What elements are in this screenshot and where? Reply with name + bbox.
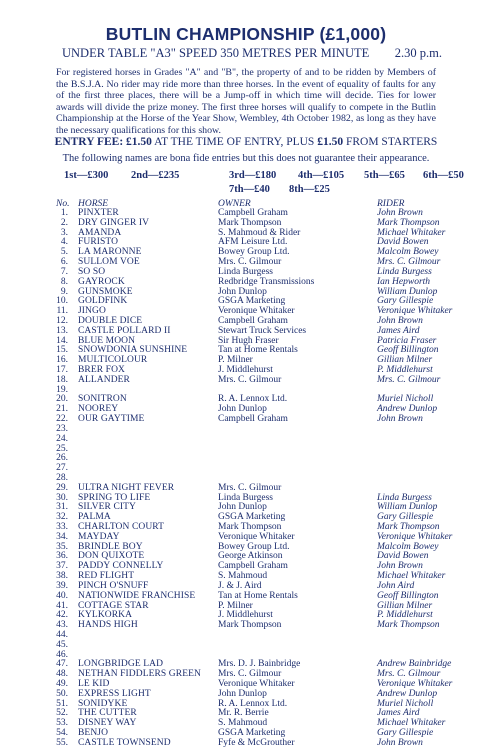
horse-name: JINGO bbox=[78, 306, 106, 317]
owner-name: S. Mahmoud bbox=[218, 718, 268, 729]
column-header-no: No. bbox=[56, 199, 70, 209]
rider-name: Veronique Whitaker bbox=[377, 306, 453, 317]
entry-number: 54. bbox=[56, 728, 68, 739]
owner-name: J. Middlehurst bbox=[218, 365, 273, 375]
owner-name: R. A. Lennox Ltd. bbox=[218, 394, 288, 405]
owner-name: Mrs. D. J. Bainbridge bbox=[218, 659, 301, 670]
entry-row bbox=[0, 621, 492, 631]
entry-number: 50. bbox=[56, 688, 68, 699]
horse-name: THE CUTTER bbox=[78, 708, 137, 719]
entry-row bbox=[0, 464, 492, 474]
owner-name: John Dunlop bbox=[218, 688, 267, 699]
entry-number: 17. bbox=[56, 365, 68, 375]
entry-row bbox=[0, 445, 492, 455]
prize-2nd: 2nd—£235 bbox=[131, 170, 180, 181]
rider-name: Mrs. C. Gilmour bbox=[377, 257, 441, 268]
entry-number: 27. bbox=[56, 463, 68, 474]
entry-number: 18. bbox=[56, 374, 68, 385]
rider-name: Muriel Nicholl bbox=[377, 394, 434, 405]
owner-name: R. A. Lennox Ltd. bbox=[218, 698, 288, 709]
owner-name: Sir Hugh Fraser bbox=[218, 335, 279, 346]
rider-name: Michael Whitaker bbox=[377, 571, 446, 582]
horse-name: LA MARONNE bbox=[78, 247, 142, 258]
entry-number: 38. bbox=[56, 571, 68, 582]
entry-number: 10. bbox=[56, 296, 68, 307]
entry-number: 21. bbox=[56, 404, 68, 415]
owner-name: Mrs. C. Gilmour bbox=[218, 482, 282, 493]
rider-name: James Aird bbox=[377, 325, 420, 336]
entry-number: 43. bbox=[56, 620, 68, 631]
rider-name: James Aird bbox=[377, 708, 420, 719]
entry-number: 37. bbox=[56, 561, 68, 572]
rider-name: Ian Hepworth bbox=[377, 276, 431, 287]
owner-name: George Atkinson bbox=[218, 551, 283, 562]
entry-number: 2. bbox=[60, 217, 68, 228]
horse-name: EXPRESS LIGHT bbox=[78, 688, 151, 699]
horse-name: BRINDLE BOY bbox=[78, 541, 143, 552]
entry-number: 35. bbox=[56, 541, 68, 552]
entry-number: 24. bbox=[56, 433, 68, 444]
entry-number: 45. bbox=[56, 639, 68, 650]
table-speed-text: UNDER TABLE "A3" SPEED 350 METRES PER MINUTE bbox=[62, 46, 370, 60]
owner-name: Campbell Graham bbox=[218, 414, 288, 425]
horse-name: PADDY CONNELLY bbox=[78, 561, 164, 572]
column-header-horse: HORSE bbox=[78, 199, 109, 209]
rider-name: Mrs. C. Gilmour bbox=[377, 669, 441, 680]
rider-name: John Aird bbox=[377, 580, 415, 591]
horse-name: COTTAGE STAR bbox=[78, 600, 149, 611]
horse-name: SONITRON bbox=[78, 394, 127, 405]
rider-name: John Brown bbox=[377, 414, 423, 425]
entry-number: 23. bbox=[56, 423, 68, 434]
entry-fee-label: ENTRY FEE: £1.50 bbox=[54, 136, 152, 148]
entry-row bbox=[0, 739, 492, 749]
horse-name: LONGBRIDGE LAD bbox=[78, 659, 164, 670]
horse-name: SO SO bbox=[78, 266, 106, 277]
owner-name: John Dunlop bbox=[218, 404, 267, 415]
entry-number: 12. bbox=[56, 315, 68, 326]
rider-name: John Brown bbox=[377, 561, 423, 572]
rider-name: P. Middlehurst bbox=[377, 610, 433, 621]
rider-name: John Brown bbox=[377, 208, 423, 218]
horse-name: SILVER CITY bbox=[78, 502, 137, 513]
rider-name: David Bowen bbox=[377, 551, 429, 562]
prize-5th: 5th—£65 bbox=[364, 170, 405, 181]
horse-name: HANDS HIGH bbox=[78, 620, 138, 631]
owner-name: GSGA Marketing bbox=[218, 296, 286, 307]
entry-row bbox=[0, 631, 492, 641]
entry-number: 13. bbox=[56, 325, 68, 336]
rider-name: David Bowen bbox=[377, 237, 429, 248]
entry-number: 5. bbox=[60, 247, 68, 258]
entry-number: 29. bbox=[56, 482, 68, 493]
owner-name: Mr. R. Berrie bbox=[218, 708, 269, 719]
horse-name: OUR GAYTIME bbox=[78, 414, 145, 425]
entry-number: 3. bbox=[60, 227, 68, 238]
rider-name: Geoff Billington bbox=[377, 345, 439, 356]
horse-name: MULTICOLOUR bbox=[78, 355, 148, 366]
owner-name: Bowey Group Ltd. bbox=[218, 541, 290, 552]
entry-number: 1. bbox=[60, 208, 68, 218]
owner-name: Linda Burgess bbox=[218, 492, 273, 503]
horse-name: BLUE MOON bbox=[78, 335, 136, 346]
horse-name: SULLOM VOE bbox=[78, 257, 140, 268]
horse-name: CASTLE POLLARD II bbox=[78, 325, 171, 336]
rider-name: P. Middlehurst bbox=[377, 365, 433, 375]
owner-name: Linda Burgess bbox=[218, 266, 273, 277]
prize-8th: 8th—£25 bbox=[289, 184, 330, 195]
rider-name: Geoff Billington bbox=[377, 590, 439, 601]
horse-name: AMANDA bbox=[78, 227, 122, 238]
owner-name: John Dunlop bbox=[218, 286, 267, 297]
horse-name: GAYROCK bbox=[78, 276, 125, 287]
entry-number: 33. bbox=[56, 522, 68, 532]
owner-name: Redbridge Transmissions bbox=[218, 276, 315, 287]
entry-number: 55. bbox=[56, 737, 68, 748]
rider-name: Mark Thompson bbox=[377, 620, 440, 631]
entry-number: 36. bbox=[56, 551, 68, 562]
starters-fee: £1.50 bbox=[317, 136, 344, 148]
horse-name: BRER FOX bbox=[78, 365, 125, 375]
start-time: 2.30 p.m. bbox=[394, 46, 442, 60]
entry-number: 8. bbox=[60, 276, 68, 287]
entry-number: 4. bbox=[60, 237, 68, 248]
owner-name: Veronique Whitaker bbox=[218, 531, 295, 542]
horse-name: PINXTER bbox=[78, 208, 119, 218]
prize-3rd: 3rd—£180 bbox=[229, 170, 277, 181]
owner-name: Bowey Group Ltd. bbox=[218, 247, 290, 258]
entry-number: 41. bbox=[56, 600, 68, 611]
entries-list bbox=[0, 209, 492, 749]
entry-number: 30. bbox=[56, 492, 68, 503]
owner-name: Tan at Home Rentals bbox=[218, 345, 298, 356]
rider-name: Mrs. C. Gilmour bbox=[377, 374, 441, 385]
rider-name: Andrew Bainbridge bbox=[377, 659, 452, 670]
rider-name: Muriel Nicholl bbox=[377, 698, 434, 709]
entry-number: 31. bbox=[56, 502, 68, 513]
owner-name: AFM Leisure Ltd. bbox=[218, 237, 288, 248]
rider-name: Gary Gillespie bbox=[377, 296, 434, 307]
horse-name: PALMA bbox=[78, 512, 111, 523]
entry-row bbox=[0, 415, 492, 425]
horse-name: DOUBLE DICE bbox=[78, 315, 143, 326]
entry-number: 22. bbox=[56, 414, 68, 425]
rider-name: Gary Gillespie bbox=[377, 512, 434, 523]
entry-number: 11. bbox=[56, 306, 68, 317]
entry-fee-end: FROM STARTERS bbox=[343, 136, 438, 148]
entry-number: 7. bbox=[60, 266, 68, 277]
entry-number: 46. bbox=[56, 649, 68, 660]
horse-name: SNOWDONIA SUNSHINE bbox=[78, 345, 188, 356]
horse-name: ULTRA NIGHT FEVER bbox=[78, 482, 175, 493]
rider-name: Gillian Milner bbox=[377, 600, 433, 611]
horse-name: NATIONWIDE FRANCHISE bbox=[78, 590, 196, 601]
horse-name: GUNSMOKE bbox=[78, 286, 133, 297]
entry-number: 20. bbox=[56, 394, 68, 405]
owner-name: Fyfe & McGrouther bbox=[218, 737, 295, 748]
rider-name: Gillian Milner bbox=[377, 355, 433, 366]
entry-number: 15. bbox=[56, 345, 68, 356]
horse-name: NETHAN FIDDLERS GREEN bbox=[78, 669, 201, 680]
entry-number: 44. bbox=[56, 629, 68, 640]
column-header-rider: RIDER bbox=[377, 199, 405, 209]
owner-name: P. Milner bbox=[218, 355, 253, 366]
owner-name: Stewart Truck Services bbox=[218, 325, 307, 336]
entry-number: 9. bbox=[60, 286, 68, 297]
owner-name: Veronique Whitaker bbox=[218, 679, 295, 689]
entry-number: 6. bbox=[60, 257, 68, 268]
entry-row bbox=[0, 376, 492, 386]
entry-row bbox=[0, 641, 492, 651]
entry-number: 47. bbox=[56, 659, 68, 670]
entry-number: 40. bbox=[56, 590, 68, 601]
rider-name: Michael Whitaker bbox=[377, 718, 446, 729]
rider-name: Andrew Dunlop bbox=[377, 688, 438, 699]
horse-name: BENJO bbox=[78, 728, 109, 739]
owner-name: GSGA Marketing bbox=[218, 512, 286, 523]
rider-name: Gary Gillespie bbox=[377, 728, 434, 739]
owner-name: Tan at Home Rentals bbox=[218, 590, 298, 601]
rider-name: John Brown bbox=[377, 315, 423, 326]
owner-name: Campbell Graham bbox=[218, 208, 288, 218]
rider-name: Michael Whitaker bbox=[377, 227, 446, 238]
class-subtitle bbox=[62, 46, 442, 61]
entry-number: 16. bbox=[56, 355, 68, 366]
owner-name: Mrs. C. Gilmour bbox=[218, 374, 282, 385]
rider-name: Mark Thompson bbox=[377, 522, 440, 532]
owner-name: John Dunlop bbox=[218, 502, 267, 513]
horse-name: RED FLIGHT bbox=[78, 571, 135, 582]
horse-name: DISNEY WAY bbox=[78, 718, 137, 729]
entry-row bbox=[0, 435, 492, 445]
page-title: BUTLIN CHAMPIONSHIP (£1,000) bbox=[105, 24, 387, 44]
entry-number: 26. bbox=[56, 453, 68, 464]
rider-name: Malcolm Bowey bbox=[377, 541, 439, 552]
rider-name: Mark Thompson bbox=[377, 217, 440, 228]
owner-name: P. Milner bbox=[218, 600, 253, 611]
entry-number: 51. bbox=[56, 698, 68, 709]
prize-6th: 6th—£50 bbox=[423, 170, 464, 181]
horse-name: FURISTO bbox=[78, 237, 119, 248]
rider-name: John Brown bbox=[377, 737, 423, 748]
owner-name: Mark Thompson bbox=[218, 217, 282, 228]
entry-number: 14. bbox=[56, 335, 68, 346]
horse-name: DON QUIXOTE bbox=[78, 551, 145, 562]
horse-name: CASTLE TOWNSEND bbox=[78, 737, 171, 748]
horse-name: DRY GINGER IV bbox=[78, 217, 150, 228]
horse-name: MAYDAY bbox=[78, 531, 120, 542]
rider-name: Veronique Whitaker bbox=[377, 679, 453, 689]
entry-number: 49. bbox=[56, 679, 68, 689]
entry-row bbox=[0, 425, 492, 435]
conditions-paragraph: For registered horses in Grades "A" and "B", the property of and to be ridden by Members of the B.S.J.A. No rider may ride more than three horses. In the event of equality of faults for any of the first three places, there will be a Jump-off in which time will decide. Ties for lower awards will divide the prize money. The first three horses will qualify to compete in the Butlin Championship at the Horse of the Year Show, Wembley, 4th October 1982, as long as they have the necessary qualifications for this show. bbox=[56, 67, 436, 136]
entry-number: 25. bbox=[56, 443, 68, 454]
owner-name: Mark Thompson bbox=[218, 522, 282, 532]
owner-name: S. Mahmoud bbox=[218, 571, 268, 582]
horse-name: KYLKORKA bbox=[78, 610, 133, 621]
entry-number: 52. bbox=[56, 708, 68, 719]
horse-name: GOLDFINK bbox=[78, 296, 128, 307]
prize-1st: 1st—£300 bbox=[64, 170, 109, 181]
column-header-owner: OWNER bbox=[218, 199, 251, 209]
horse-name: SONIDYKE bbox=[78, 698, 128, 709]
owner-name: Mark Thompson bbox=[218, 620, 282, 631]
owner-name: GSGA Marketing bbox=[218, 728, 286, 739]
horse-name: PINCH O'SNUFF bbox=[78, 580, 149, 591]
rider-name: Malcolm Bowey bbox=[377, 247, 439, 258]
horse-name: ALLANDER bbox=[78, 374, 130, 385]
rider-name: Linda Burgess bbox=[377, 492, 432, 503]
horse-name: NOOREY bbox=[78, 404, 119, 415]
entry-row bbox=[0, 454, 492, 464]
owner-name: J. & J. Aird bbox=[218, 580, 262, 591]
entry-number: 53. bbox=[56, 718, 68, 729]
entry-number: 28. bbox=[56, 472, 68, 483]
entry-number: 48. bbox=[56, 669, 68, 680]
owner-name: Mrs. C. Gilmour bbox=[218, 257, 282, 268]
horse-name: CHARLTON COURT bbox=[78, 522, 165, 532]
entry-number: 19. bbox=[56, 384, 68, 395]
owner-name: Campbell Graham bbox=[218, 561, 288, 572]
owner-name: Campbell Graham bbox=[218, 315, 288, 326]
rider-name: Andrew Dunlop bbox=[377, 404, 438, 415]
bona-fide-note: The following names are bona fide entries but this does not guarantee their appearance. bbox=[62, 153, 430, 164]
owner-name: S. Mahmoud & Rider bbox=[218, 227, 301, 238]
entry-number: 42. bbox=[56, 610, 68, 621]
entry-number: 32. bbox=[56, 512, 68, 523]
rider-name: Patricia Fraser bbox=[377, 335, 437, 346]
rider-name: Veronique Whitaker bbox=[377, 531, 453, 542]
owner-name: Mrs. C. Gilmour bbox=[218, 669, 282, 680]
entry-number: 39. bbox=[56, 580, 68, 591]
owner-name: Veronique Whitaker bbox=[218, 306, 295, 317]
entry-fee-middle: AT THE TIME OF ENTRY, PLUS bbox=[151, 136, 318, 148]
horse-name: LE KID bbox=[78, 679, 110, 689]
owner-name: J. Middlehurst bbox=[218, 610, 273, 621]
rider-name: Linda Burgess bbox=[377, 266, 432, 277]
prize-7th: 7th—£40 bbox=[229, 184, 270, 195]
entry-number: 34. bbox=[56, 531, 68, 542]
horse-name: SPRING TO LIFE bbox=[78, 492, 151, 503]
rider-name: William Dunlop bbox=[377, 502, 438, 513]
prize-4th: 4th—£105 bbox=[298, 170, 345, 181]
entry-fee-line bbox=[0, 136, 492, 148]
rider-name: William Dunlop bbox=[377, 286, 438, 297]
